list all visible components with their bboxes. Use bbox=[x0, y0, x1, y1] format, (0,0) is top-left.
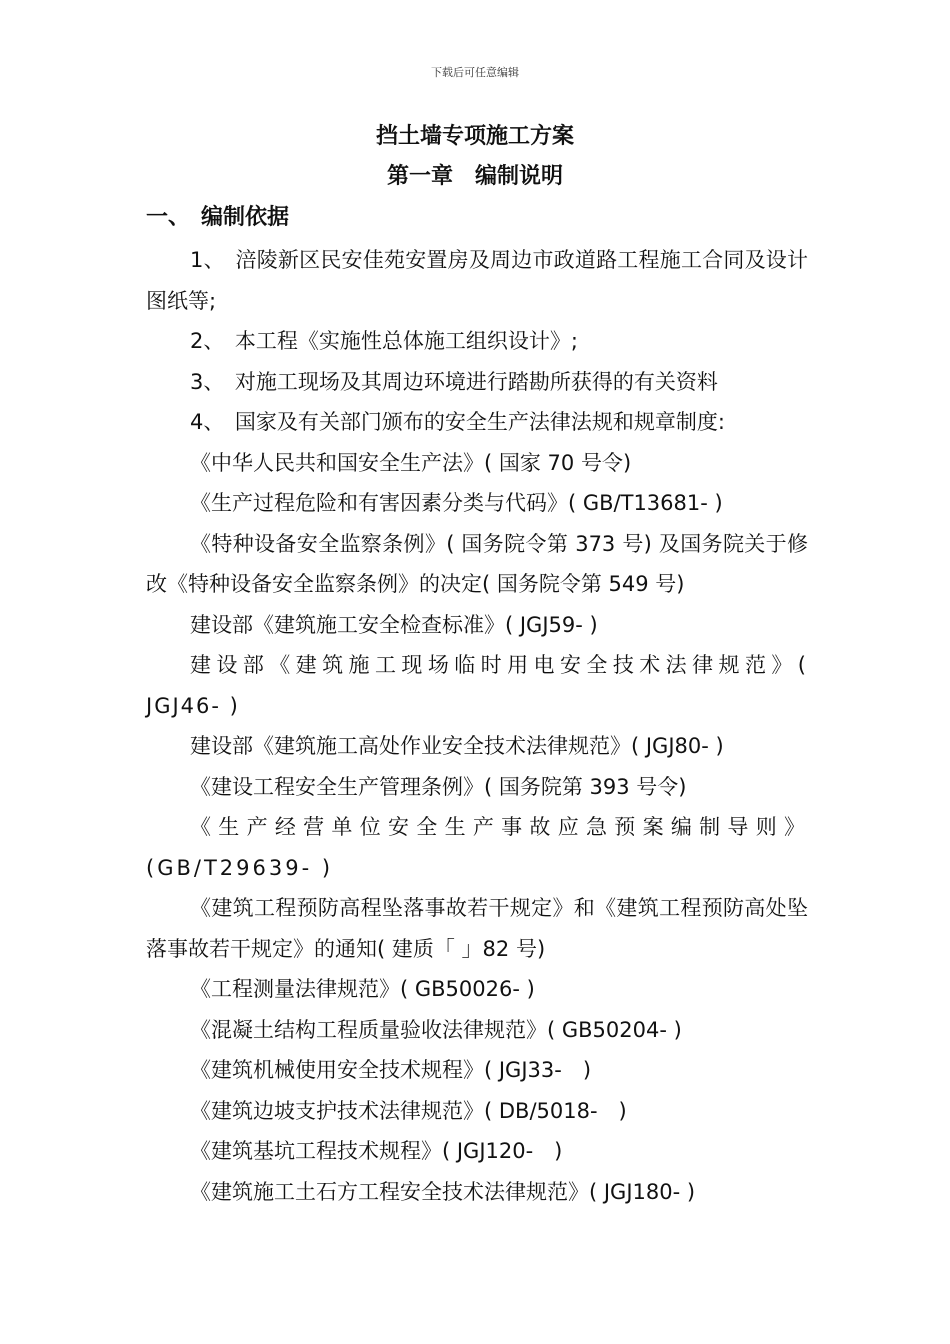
body-text bbox=[146, 240, 808, 1212]
regulation-item: 《工程测量法律规范》( GB50026- ) bbox=[190, 977, 535, 1001]
regulation-item: 《建筑工程预防高程坠落事故若干规定》和《建筑工程预防高处坠落事故若干规定》的通知( 建质「 」82 号) bbox=[146, 896, 808, 961]
document-title: 挡土墙专项施工方案 bbox=[375, 124, 574, 149]
regulation-item: 《特种设备安全监察条例》( 国务院令第 373 号) 及国务院关于修改《特种设备安全监察条例》的决定( 国务院令第 549 号) bbox=[146, 531, 808, 596]
regulation-item: 《建筑施工土石方工程安全技术法律规范》( JGJ180- ) bbox=[190, 1179, 696, 1204]
regulation-item: 《建设工程安全生产管理条例》( 国务院第 393 号令) bbox=[190, 774, 687, 799]
section-heading: 一、 编制依据 bbox=[146, 205, 290, 230]
page-header-note: 下载后可任意编辑 bbox=[431, 66, 519, 79]
regulation-item: 《建筑机械使用安全技术规程》( JGJ33- ) bbox=[190, 1058, 592, 1082]
regulation-item: 《中华人民共和国安全生产法》( 国家 70 号令) bbox=[190, 450, 632, 475]
regulation-item: 《混凝土结构工程质量验收法律规范》( GB50204- ) bbox=[190, 1017, 682, 1042]
paragraph-2: 2、 本工程《实施性总体施工组织设计》; bbox=[190, 329, 578, 353]
regulation-item: 《建筑边坡支护技术法律规范》( DB/5018- ) bbox=[190, 1098, 627, 1123]
regulation-item: 《建筑基坑工程技术规程》( JGJ120- ) bbox=[190, 1139, 563, 1163]
regulation-item: 建设部《建筑施工安全检查标准》( JGJ59- ) bbox=[190, 612, 598, 637]
regulation-item: 建设部《建筑施工现场临时用电安全技术法律规范》( JGJ46- ) bbox=[146, 653, 808, 718]
paragraph-4: 4、 国家及有关部门颁布的安全生产法律法规和规章制度: bbox=[190, 410, 725, 434]
paragraph-3: 3、 对施工现场及其周边环境进行踏勘所获得的有关资料 bbox=[190, 369, 718, 394]
regulation-item: 建设部《建筑施工高处作业安全技术法律规范》( JGJ80- ) bbox=[190, 734, 724, 758]
paragraph-1: 1、 涪陵新区民安佳苑安置房及周边市政道路工程施工合同及设计图纸等; bbox=[146, 248, 808, 313]
chapter-title: 第一章 编制说明 bbox=[386, 164, 563, 189]
regulation-item: 《生产过程危险和有害因素分类与代码》( GB/T13681- ) bbox=[190, 491, 723, 515]
regulation-item: 《生产经营单位安全生产事故应急预案编制导则》(GB/T29639- ) bbox=[146, 815, 808, 880]
